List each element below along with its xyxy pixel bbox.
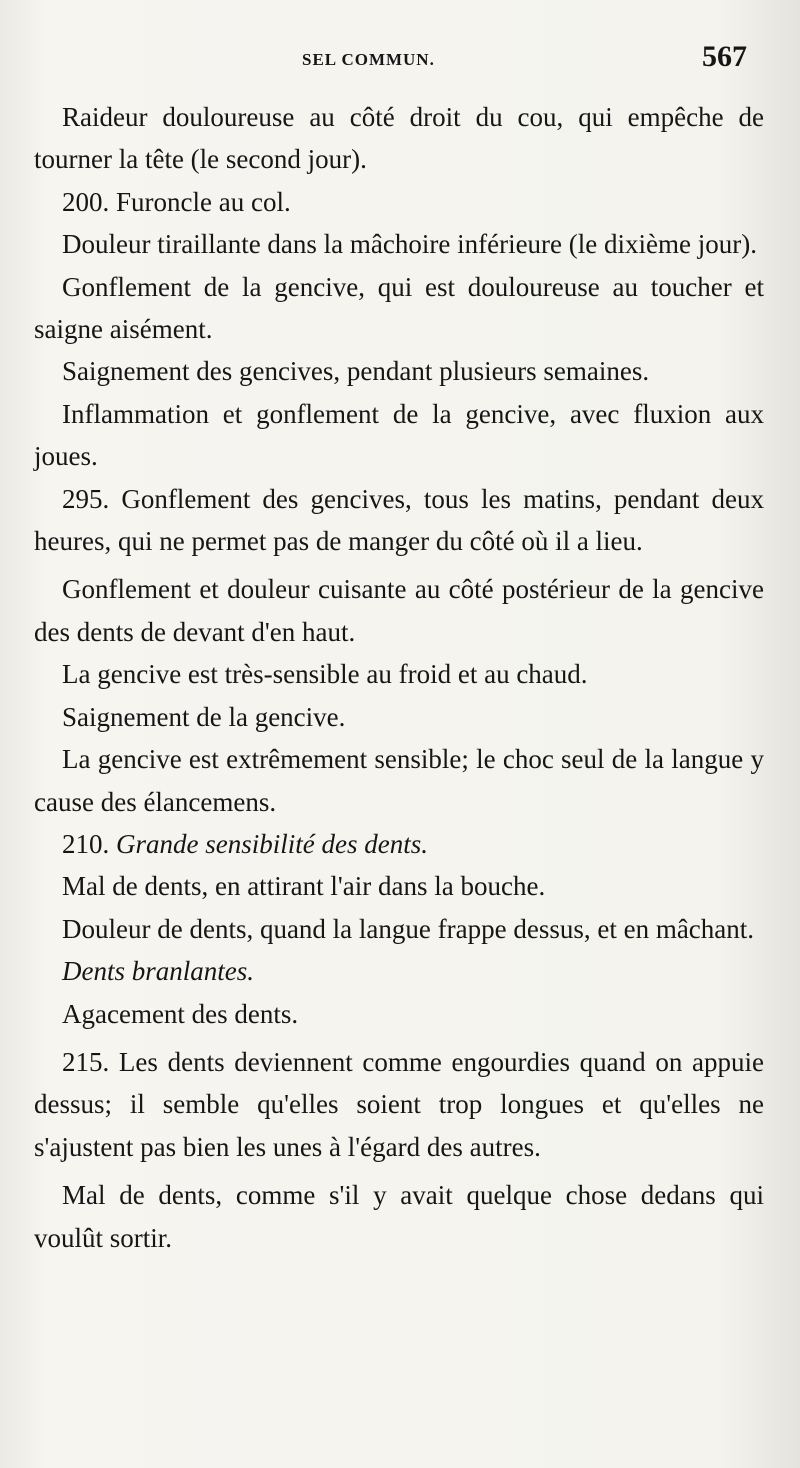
paragraph: Gonflement et douleur cuisante au côté postérieur de la gencive des dents de devant d'en haut. — [34, 574, 764, 647]
paragraph: Saignement de la gencive. — [62, 701, 346, 732]
paragraph: Agacement des dents. — [62, 998, 299, 1029]
paragraph: Douleur tiraillante dans la mâchoire inférieure (le dixième jour). — [62, 229, 757, 260]
paragraph: 215. Les dents deviennent comme engourdies quand on appuie dessus; il semble qu'elles soient trop longues et qu'elles ne s'ajustent pas bien les unes à l'égard des autres. — [34, 1046, 764, 1162]
italic-entry: Grande sensibilité des dents. — [116, 828, 428, 859]
section-number: 210. — [62, 828, 116, 859]
paragraph: La gencive est extrêmement sensible; le choc seul de la langue y cause des élancemens. — [34, 744, 764, 817]
page-header — [0, 42, 800, 82]
paragraph: Raideur douloureuse au côté droit du cou, qui empêche de tourner la tête (le second jour). — [34, 102, 764, 175]
body-text — [34, 96, 764, 1259]
paragraph: Douleur de dents, quand la langue frappe dessus, et en mâchant. — [62, 913, 755, 944]
running-title: SEL COMMUN. — [302, 50, 435, 69]
paragraph: 200. Furoncle au col. — [62, 186, 291, 217]
paragraph: Mal de dents, en attirant l'air dans la bouche. — [62, 871, 546, 902]
paragraph: 295. Gonflement des gencives, tous les matins, pendant deux heures, qui ne permet pas de manger du côté où il a lieu. — [34, 483, 764, 557]
paragraph: La gencive est très-sensible au froid et au chaud. — [62, 659, 588, 690]
paragraph — [34, 950, 764, 992]
italic-entry: Dents branlantes. — [62, 956, 254, 987]
paragraph: Gonflement de la gencive, qui est douloureuse au toucher et saigne aisément. — [34, 271, 764, 345]
paragraph — [34, 823, 764, 865]
page-number: 567 — [702, 40, 747, 73]
paragraph: Mal de dents, comme s'il y avait quelque chose dedans qui voulût sortir. — [34, 1180, 764, 1253]
paragraph: Inflammation et gonflement de la gencive, avec fluxion aux joues. — [34, 398, 764, 472]
paragraph: Saignement des gencives, pendant plusieurs semaines. — [62, 356, 650, 387]
